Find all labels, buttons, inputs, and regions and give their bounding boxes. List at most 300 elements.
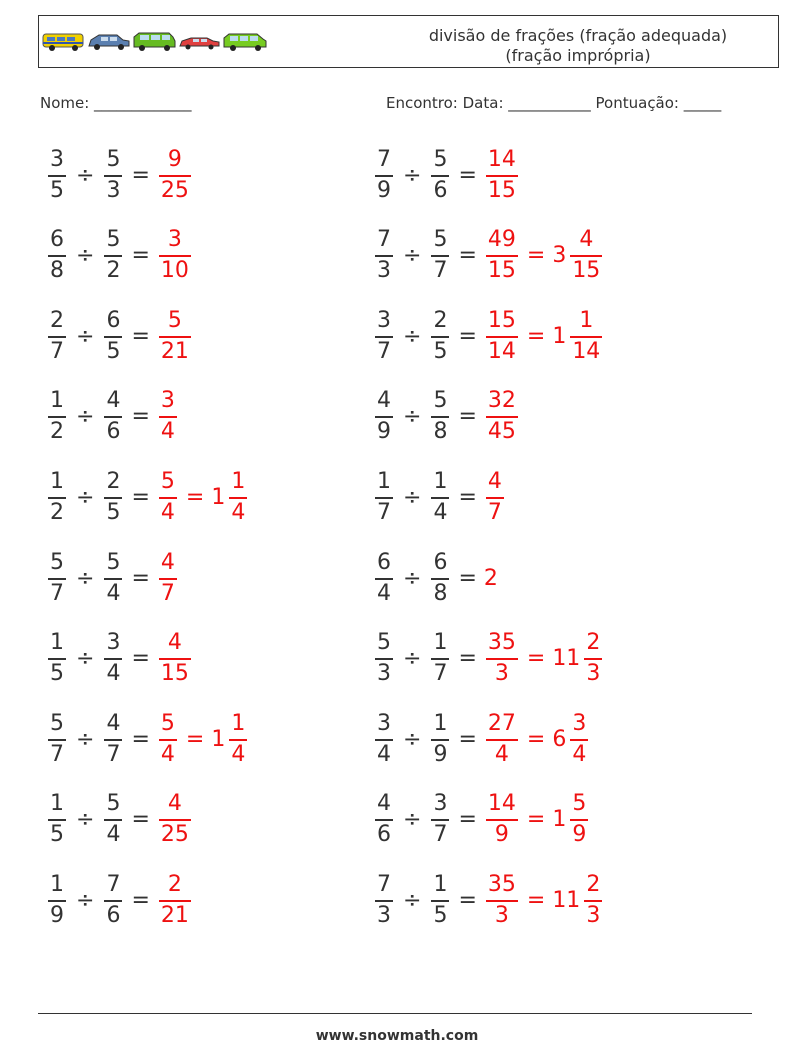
divide-sign: ÷ — [403, 807, 422, 833]
divide-sign: ÷ — [76, 404, 95, 430]
equals-sign: = — [131, 726, 150, 752]
numerator: 3 — [377, 307, 391, 333]
numerator: 7 — [106, 871, 121, 897]
denominator: 2 — [48, 416, 66, 445]
answer — [157, 308, 193, 365]
denominator: 6 — [375, 819, 393, 848]
divide-sign: ÷ — [403, 162, 422, 188]
numerator: 27 — [487, 710, 516, 736]
divide-sign: ÷ — [76, 726, 95, 752]
denominator: 10 — [159, 255, 191, 284]
name-field[interactable]: Nome: _____________ — [40, 94, 192, 112]
denominator: 6 — [431, 175, 449, 204]
denominator: 4 — [375, 578, 393, 607]
divisor-fraction — [431, 791, 449, 848]
denominator: 15 — [570, 255, 602, 284]
yellow-van-icon — [43, 34, 83, 51]
denominator: 5 — [104, 336, 122, 365]
numerator: 2 — [50, 307, 64, 333]
numerator: 7 — [377, 227, 391, 253]
answer — [484, 566, 498, 591]
numerator: 4 — [487, 468, 502, 494]
problem-row — [46, 301, 193, 371]
denominator: 15 — [486, 255, 518, 284]
problem-row — [373, 382, 520, 452]
answer-fraction — [486, 630, 518, 687]
numerator: 5 — [106, 146, 121, 172]
denominator: 5 — [104, 497, 122, 526]
answer — [484, 872, 604, 929]
numerator: 6 — [106, 307, 121, 333]
numerator: 3 — [50, 146, 64, 172]
divide-sign: ÷ — [76, 565, 95, 591]
denominator: 14 — [486, 336, 518, 365]
answer — [484, 469, 506, 526]
denominator: 9 — [570, 819, 588, 848]
numerator: 2 — [586, 871, 601, 897]
numerator: 14 — [487, 146, 516, 172]
numerator: 5 — [160, 468, 175, 494]
divide-sign: ÷ — [76, 807, 95, 833]
dividend-fraction — [375, 388, 393, 445]
answer — [157, 791, 193, 848]
numerator: 3 — [160, 388, 175, 414]
divisor-fraction — [104, 469, 122, 526]
numerator: 5 — [106, 227, 121, 253]
mixed-fraction-part — [229, 711, 247, 768]
numerator: 35 — [487, 871, 516, 897]
numerator: 14 — [487, 791, 516, 817]
equals-sign: = — [458, 484, 477, 510]
divide-sign: ÷ — [403, 565, 422, 591]
equals-sign: = — [131, 162, 150, 188]
denominator: 4 — [104, 658, 122, 687]
dividend-fraction — [48, 711, 66, 768]
denominator: 3 — [104, 175, 122, 204]
numerator: 3 — [572, 710, 587, 736]
answer — [157, 872, 193, 929]
problem-row — [373, 221, 604, 291]
denominator: 15 — [159, 658, 191, 687]
equals-sign: = — [458, 807, 477, 833]
denominator: 4 — [431, 497, 449, 526]
divide-sign: ÷ — [76, 646, 95, 672]
divisor-fraction — [431, 227, 449, 284]
denominator: 5 — [431, 336, 449, 365]
footer-url[interactable]: www.snowmath.com — [315, 1028, 479, 1044]
dividend-fraction — [375, 711, 393, 768]
numerator: 4 — [377, 388, 391, 414]
numerator: 3 — [106, 630, 121, 656]
mixed-whole-part: 1 — [552, 807, 567, 833]
denominator: 7 — [431, 658, 449, 687]
divide-sign: ÷ — [403, 484, 422, 510]
denominator: 8 — [48, 255, 66, 284]
denominator: 7 — [431, 819, 449, 848]
denominator: 4 — [486, 739, 518, 768]
problem-row — [46, 624, 193, 694]
mixed-fraction-part — [570, 791, 588, 848]
date-score-field[interactable]: Encontro: Data: ___________ Pontuação: _____ — [386, 94, 722, 112]
numerator: 1 — [231, 468, 246, 494]
dividend-fraction — [48, 227, 66, 284]
divide-sign: ÷ — [403, 726, 422, 752]
equals-sign: = — [526, 646, 546, 672]
numerator: 2 — [167, 871, 182, 897]
denominator: 2 — [48, 497, 66, 526]
equals-sign: = — [526, 726, 546, 752]
mixed-fraction-part — [570, 308, 602, 365]
denominator: 2 — [104, 255, 122, 284]
dividend-fraction — [375, 550, 393, 607]
numerator: 1 — [231, 710, 246, 736]
answer-fraction — [486, 872, 518, 929]
footer-divider — [38, 1013, 752, 1014]
equals-sign: = — [131, 565, 150, 591]
denominator: 45 — [486, 416, 518, 445]
divide-sign: ÷ — [76, 323, 95, 349]
dividend-fraction — [375, 469, 393, 526]
divisor-fraction — [431, 550, 449, 607]
numerator: 4 — [106, 388, 121, 414]
divisor-fraction — [104, 791, 122, 848]
numerator: 5 — [50, 549, 64, 575]
equals-sign: = — [458, 323, 477, 349]
mixed-whole-part: 3 — [552, 243, 567, 269]
numerator: 4 — [160, 549, 175, 575]
mixed-whole-part: 11 — [552, 646, 581, 672]
divisor-fraction — [431, 630, 449, 687]
problem-row — [46, 221, 193, 291]
problem-row — [46, 543, 179, 613]
numerator: 4 — [167, 630, 182, 656]
divisor-fraction — [104, 711, 122, 768]
problem-row — [373, 704, 590, 774]
problem-row — [46, 462, 249, 532]
problem-row — [46, 865, 193, 935]
denominator: 15 — [486, 175, 518, 204]
equals-sign: = — [458, 887, 477, 913]
divide-sign: ÷ — [403, 323, 422, 349]
numerator: 4 — [167, 791, 182, 817]
answer-fraction — [486, 388, 518, 445]
answer-fraction — [159, 469, 177, 526]
denominator: 7 — [375, 497, 393, 526]
equals-sign: = — [131, 323, 150, 349]
equals-sign: = — [458, 646, 477, 672]
numerator: 49 — [487, 227, 516, 253]
answer — [157, 227, 193, 284]
green-van-icon — [134, 33, 175, 51]
equals-sign: = — [458, 243, 477, 269]
answer — [484, 388, 520, 445]
problem-row — [46, 785, 193, 855]
divisor-fraction — [104, 550, 122, 607]
divisor-fraction — [104, 147, 122, 204]
denominator: 4 — [104, 819, 122, 848]
dividend-fraction — [375, 872, 393, 929]
divisor-fraction — [431, 388, 449, 445]
denominator: 25 — [159, 819, 191, 848]
answer-fraction — [159, 550, 177, 607]
answer — [157, 630, 193, 687]
divide-sign: ÷ — [76, 243, 95, 269]
dividend-fraction — [375, 308, 393, 365]
mixed-fraction-part — [584, 630, 602, 687]
denominator: 3 — [375, 900, 393, 929]
answer — [484, 147, 520, 204]
denominator: 5 — [48, 658, 66, 687]
equals-sign: = — [131, 646, 150, 672]
numerator: 5 — [160, 710, 175, 736]
numerator: 4 — [579, 227, 594, 253]
dividend-fraction — [375, 147, 393, 204]
divisor-fraction — [104, 630, 122, 687]
numerator: 3 — [433, 791, 448, 817]
answer-whole: 2 — [483, 565, 498, 591]
equals-sign: = — [458, 162, 477, 188]
dividend-fraction — [48, 550, 66, 607]
equals-sign: = — [185, 726, 205, 752]
denominator: 6 — [104, 416, 122, 445]
denominator: 9 — [375, 416, 393, 445]
numerator: 9 — [167, 146, 182, 172]
denominator: 3 — [486, 900, 518, 929]
numerator: 35 — [487, 630, 516, 656]
answer-fraction — [486, 791, 518, 848]
numerator: 7 — [377, 146, 391, 172]
numerator: 5 — [377, 630, 391, 656]
numerator: 5 — [433, 146, 448, 172]
problem-row — [373, 785, 590, 855]
mixed-whole-part: 6 — [552, 726, 567, 752]
numerator: 15 — [487, 307, 516, 333]
answer — [157, 388, 179, 445]
numerator: 1 — [377, 468, 391, 494]
denominator: 3 — [486, 658, 518, 687]
answer — [157, 147, 193, 204]
mixed-whole-part: 1 — [211, 484, 226, 510]
denominator: 7 — [431, 255, 449, 284]
divisor-fraction — [104, 227, 122, 284]
equals-sign: = — [458, 565, 477, 591]
equals-sign: = — [526, 323, 546, 349]
numerator: 1 — [579, 307, 594, 333]
divisor-fraction — [431, 711, 449, 768]
denominator: 4 — [159, 416, 177, 445]
green-minivan-icon — [224, 34, 266, 51]
numerator: 3 — [167, 227, 182, 253]
mixed-fraction-part — [229, 469, 247, 526]
problem-row — [373, 624, 604, 694]
red-car-icon — [180, 38, 219, 50]
dividend-fraction — [375, 630, 393, 687]
answer — [484, 227, 604, 284]
equals-sign: = — [131, 887, 150, 913]
blue-car-icon — [89, 35, 129, 50]
divide-sign: ÷ — [76, 887, 95, 913]
answer-fraction — [486, 308, 518, 365]
denominator: 4 — [159, 497, 177, 526]
numerator: 6 — [377, 549, 391, 575]
denominator: 4 — [104, 578, 122, 607]
divisor-fraction — [104, 388, 122, 445]
answer-fraction — [159, 388, 177, 445]
numerator: 5 — [167, 307, 182, 333]
numerator: 4 — [377, 791, 391, 817]
numerator: 5 — [50, 710, 64, 736]
denominator: 21 — [159, 336, 191, 365]
equals-sign: = — [185, 484, 205, 510]
numerator: 2 — [106, 468, 121, 494]
worksheet-title — [418, 26, 738, 66]
equals-sign: = — [458, 726, 477, 752]
denominator: 7 — [159, 578, 177, 607]
dividend-fraction — [375, 791, 393, 848]
equals-sign: = — [526, 887, 546, 913]
denominator: 7 — [375, 336, 393, 365]
equals-sign: = — [458, 404, 477, 430]
equals-sign: = — [131, 484, 150, 510]
numerator: 32 — [487, 388, 516, 414]
title-line-2: (fração imprópria) — [505, 46, 651, 65]
problem-row — [373, 543, 498, 613]
answer-fraction — [159, 227, 191, 284]
answer-fraction — [159, 872, 191, 929]
numerator: 6 — [50, 227, 64, 253]
numerator: 5 — [572, 791, 587, 817]
divisor-fraction — [104, 308, 122, 365]
denominator: 9 — [486, 819, 518, 848]
denominator: 9 — [431, 739, 449, 768]
answer — [484, 308, 604, 365]
equals-sign: = — [131, 404, 150, 430]
numerator: 1 — [50, 388, 64, 414]
denominator: 9 — [48, 900, 66, 929]
denominator: 14 — [570, 336, 602, 365]
answer-fraction — [159, 308, 191, 365]
denominator: 3 — [584, 658, 602, 687]
problem-row — [373, 301, 604, 371]
divide-sign: ÷ — [76, 162, 95, 188]
mixed-whole-part: 11 — [552, 887, 581, 913]
problem-row — [46, 704, 249, 774]
numerator: 1 — [50, 791, 64, 817]
vehicle-icons — [41, 29, 271, 53]
problem-row — [373, 140, 520, 210]
answer-fraction — [486, 227, 518, 284]
divisor-fraction — [104, 872, 122, 929]
answer — [484, 711, 590, 768]
denominator: 21 — [159, 900, 191, 929]
numerator: 3 — [377, 710, 391, 736]
numerator: 1 — [50, 468, 64, 494]
denominator: 7 — [48, 739, 66, 768]
answer — [157, 550, 179, 607]
mixed-whole-part: 1 — [552, 323, 567, 349]
divide-sign: ÷ — [403, 646, 422, 672]
denominator: 4 — [375, 739, 393, 768]
denominator: 4 — [229, 739, 247, 768]
numerator: 1 — [433, 630, 448, 656]
denominator: 9 — [375, 175, 393, 204]
dividend-fraction — [48, 872, 66, 929]
answer-fraction — [159, 147, 191, 204]
numerator: 5 — [106, 791, 121, 817]
denominator: 8 — [431, 416, 449, 445]
denominator: 3 — [375, 255, 393, 284]
denominator: 4 — [159, 739, 177, 768]
numerator: 5 — [433, 388, 448, 414]
numerator: 5 — [106, 549, 121, 575]
answer-fraction — [159, 711, 177, 768]
mixed-whole-part: 1 — [211, 726, 226, 752]
divide-sign: ÷ — [403, 404, 422, 430]
denominator: 7 — [486, 497, 504, 526]
answer-fraction — [159, 791, 191, 848]
numerator: 6 — [433, 549, 448, 575]
divisor-fraction — [431, 147, 449, 204]
problem-row — [46, 382, 179, 452]
dividend-fraction — [375, 227, 393, 284]
numerator: 4 — [106, 710, 121, 736]
equals-sign: = — [526, 807, 546, 833]
numerator: 1 — [433, 468, 448, 494]
divide-sign: ÷ — [76, 484, 95, 510]
denominator: 5 — [48, 175, 66, 204]
problem-row — [373, 865, 604, 935]
answer — [157, 711, 249, 768]
title-line-1: divisão de frações (fração adequada) — [428, 26, 728, 45]
numerator: 1 — [50, 630, 64, 656]
numerator: 1 — [433, 871, 448, 897]
equals-sign: = — [526, 243, 546, 269]
equals-sign: = — [131, 243, 150, 269]
denominator: 7 — [48, 578, 66, 607]
dividend-fraction — [48, 791, 66, 848]
dividend-fraction — [48, 147, 66, 204]
divide-sign: ÷ — [403, 887, 422, 913]
equals-sign: = — [131, 807, 150, 833]
dividend-fraction — [48, 388, 66, 445]
problem-row — [373, 462, 506, 532]
numerator: 1 — [50, 871, 64, 897]
mixed-fraction-part — [570, 711, 588, 768]
denominator: 5 — [431, 900, 449, 929]
denominator: 6 — [104, 900, 122, 929]
denominator: 7 — [48, 336, 66, 365]
numerator: 2 — [433, 307, 448, 333]
divisor-fraction — [431, 469, 449, 526]
answer-fraction — [486, 711, 518, 768]
answer — [484, 791, 590, 848]
denominator: 3 — [375, 658, 393, 687]
answer-fraction — [486, 147, 518, 204]
denominator: 7 — [104, 739, 122, 768]
numerator: 5 — [433, 227, 448, 253]
denominator: 5 — [48, 819, 66, 848]
denominator: 8 — [431, 578, 449, 607]
answer-fraction — [486, 469, 504, 526]
dividend-fraction — [48, 469, 66, 526]
dividend-fraction — [48, 308, 66, 365]
mixed-fraction-part — [570, 227, 602, 284]
header-box — [38, 15, 779, 68]
answer — [157, 469, 249, 526]
numerator: 1 — [433, 710, 448, 736]
denominator: 4 — [229, 497, 247, 526]
denominator: 3 — [584, 900, 602, 929]
